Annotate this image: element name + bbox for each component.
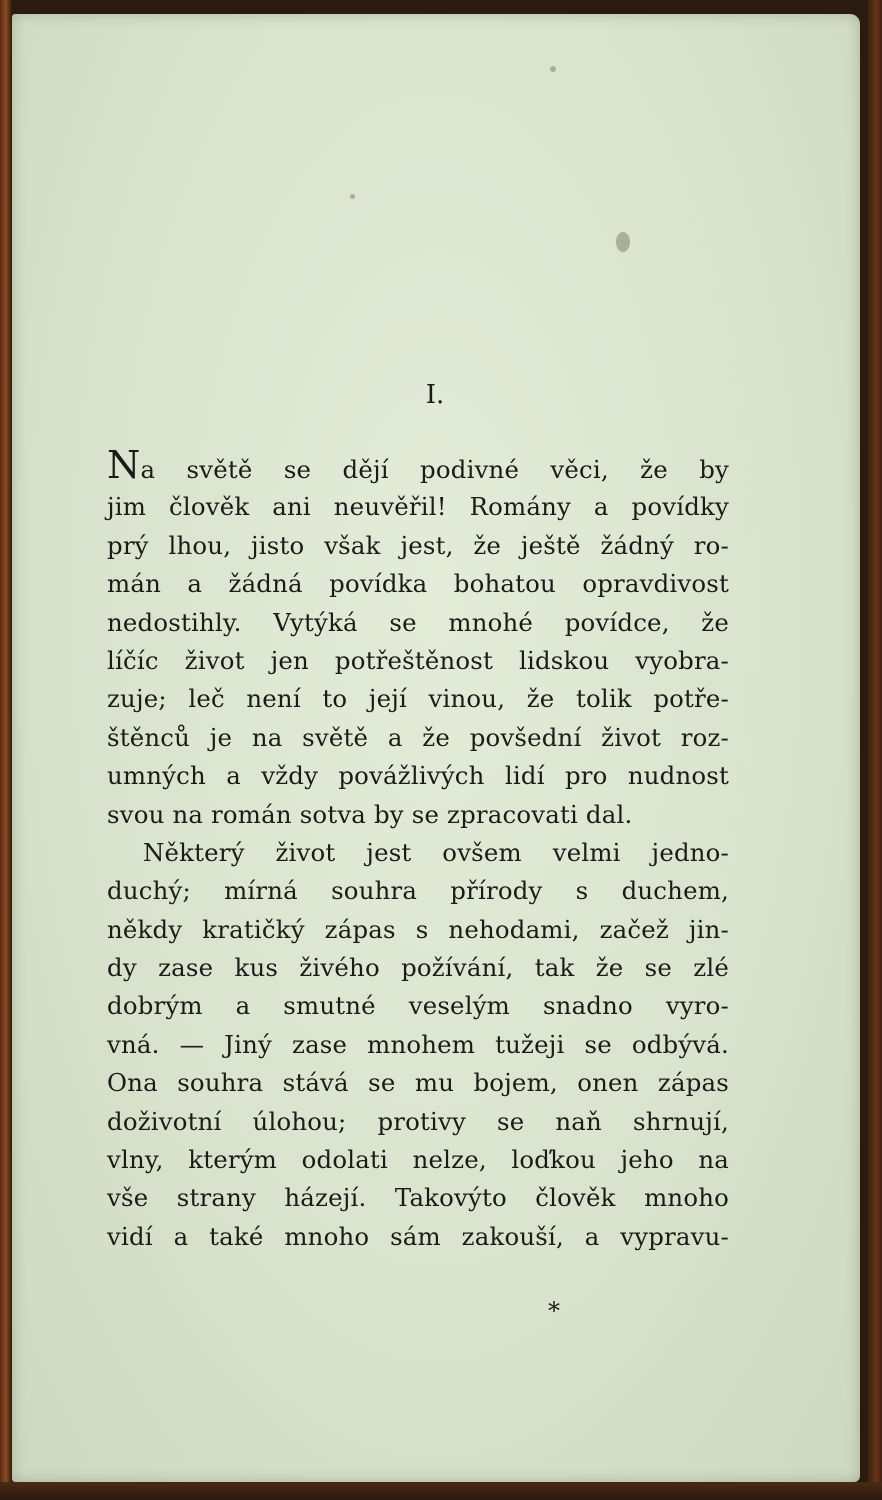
text-line: štěnců je na světě a že povšední život roz-: [107, 722, 729, 752]
body-text: [107, 443, 729, 1256]
text-line: svou na román sotva by se zpracovati dal.: [107, 799, 633, 829]
drop-cap: N: [107, 443, 141, 487]
text-line: doživotní úlohou; protivy se naň shrnují,: [107, 1106, 729, 1136]
ink-spot: [616, 232, 630, 252]
text-line: umných a vždy povážlivých lidí pro nudnost: [107, 761, 729, 791]
text-line: jim člověk ani neuvěřil! Romány a povídky: [107, 492, 729, 522]
paper-sheet: [12, 14, 860, 1482]
text-line: líčíc život jen potřeštěnost lidskou vyobra-: [107, 645, 729, 675]
signature-mark: *: [548, 1297, 560, 1325]
text-line: zuje; leč není to její vinou, že tolik potře-: [107, 684, 729, 714]
text-line: dy zase kus živého požívání, tak že se zlé: [107, 953, 729, 983]
text-line: někdy kratičký zápas s nehodami, začež jin-: [107, 914, 729, 944]
text-line: nedostihly. Vytýká se mnohé povídce, že: [107, 607, 729, 637]
text-line: vše strany házejí. Takovýto člověk mnoho: [107, 1183, 729, 1213]
text-line: Ona souhra stává se mu bojem, onen zápas: [107, 1068, 729, 1098]
text-line: vlny, kterým odolati nelze, loďkou jeho na: [107, 1145, 729, 1175]
page-edge: [868, 0, 882, 1500]
text-line: vidí a také mnoho sám zakouší, a vypravu-: [107, 1221, 729, 1251]
ink-spot: [550, 66, 556, 72]
text-line: duchý; mírná souhra přírody s duchem,: [107, 876, 729, 906]
text-line: mán a žádná povídka bohatou opravdivost: [107, 569, 729, 599]
text-line: prý lhou, jisto však jest, že ještě žádný ro-: [107, 530, 729, 560]
text-line: dobrým a smutné veselým snadno vyro-: [107, 991, 729, 1021]
text-line: [107, 443, 729, 488]
chapter-number: I.: [425, 380, 445, 410]
ink-spot: [350, 194, 355, 199]
text-line: vná. — Jiný zase mnohem tužeji se odbývá.: [107, 1029, 729, 1059]
bottom-edge: [0, 1482, 882, 1500]
text-line: Některý život jest ovšem velmi jedno-: [143, 837, 729, 867]
first-line-rest: a světě se dějí podivné věci, že by: [140, 455, 729, 484]
